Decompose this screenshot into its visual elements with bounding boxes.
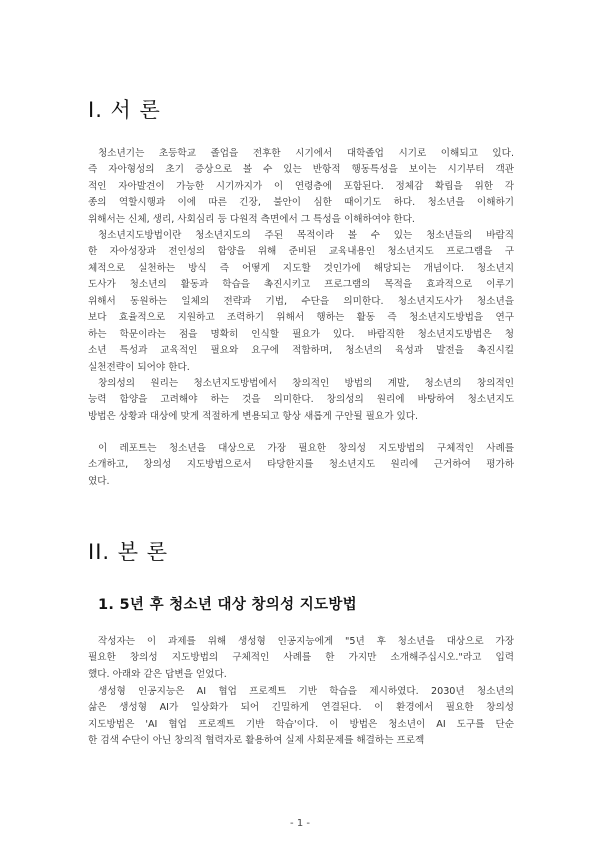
text-line: 였다. bbox=[88, 475, 110, 487]
text-line: 적인 자아발견이 가능한 시기까지가 이 연령층에 포함된다. 정체감 확립을 위한 각 bbox=[88, 180, 514, 192]
text-line: 능력 함양을 고려해야 하는 것을 의미한다. 창의성의 원리에 바탕하여 청소년지도 bbox=[88, 394, 514, 406]
body-paragraph-1 bbox=[88, 634, 514, 683]
text-line: 필요한 창의성 지도방법의 구체적인 사례를 한 가지만 소개해주십시오."라고 입력 bbox=[88, 652, 514, 664]
text-line: 한 검색 수단이 아닌 창의적 협력자로 활용하여 실제 사회문제를 해결하는 프로젝 bbox=[88, 735, 425, 747]
text-line: 즉 자아형성의 초기 증상으로 볼 수 있는 반항적 행동특성을 보이는 시기부터 객관 bbox=[88, 164, 514, 176]
text-line: 종의 역할시행과 이에 따른 긴장, 불안이 심한 때이기도 하다. 청소년을 이해하기 bbox=[88, 197, 514, 209]
intro-paragraph-3 bbox=[88, 376, 514, 425]
body-paragraph-2 bbox=[88, 684, 514, 750]
text-line: 지도방법은 'AI 협업 프로젝트 기반 학습'이다. 이 방법은 청소년이 AI 도구를 단순 bbox=[88, 718, 514, 730]
text-line: 작성자는 이 과제를 위해 생성형 인공지능에게 "5년 후 청소년을 대상으로 가장 bbox=[98, 636, 514, 647]
text-line: 하는 학문이라는 점을 명확히 인식할 필요가 있다. 바람직한 청소년지도방법은 청 bbox=[88, 328, 514, 340]
text-line: 창의성의 원리는 청소년지도방법에서 창의적인 방법의 계발, 청소년의 창의적인 bbox=[98, 378, 514, 389]
intro-paragraph-4 bbox=[88, 441, 514, 490]
text-line: 했다. 아래와 같은 답변을 얻었다. bbox=[88, 668, 227, 680]
subsection-title: 1. 5년 후 청소년 대상 창의성 지도방법 bbox=[98, 597, 357, 613]
text-line: 청소년기는 초등학교 졸업을 전후한 시기에서 대학졸업 시기로 이해되고 있다. bbox=[98, 148, 514, 159]
text-line: 위해서 동원하는 일체의 전략과 기법, 수단을 의미한다. 청소년지도사가 청소년을 bbox=[88, 295, 514, 307]
text-line: 보다 효율적으로 지원하고 조력하기 위해서 행하는 활동 즉 청소년지도방법을 연구 bbox=[88, 312, 514, 324]
page-number: - 1 - bbox=[290, 818, 310, 829]
text-line: 방법은 상황과 대상에 맞게 적절하게 변용되고 항상 새롭게 구안될 필요가 있다. bbox=[88, 410, 419, 422]
text-line: 생성형 인공지능은 AI 협업 프로젝트 기반 학습을 제시하였다. 2030년 청소년의 bbox=[98, 686, 514, 697]
text-line: 청소년지도방법이란 청소년지도의 주된 목적이라 볼 수 있는 청소년들의 바람직 bbox=[98, 230, 514, 241]
text-line: 삶은 생성형 AI가 일상화가 되어 긴밀하게 연결된다. 이 환경에서 필요한 창의성 bbox=[88, 702, 514, 714]
text-line: 소년 특성과 교육적인 필요와 요구에 적합하며, 청소년의 육성과 발전을 촉진시킬 bbox=[88, 345, 514, 357]
text-line: 이 레포트는 청소년을 대상으로 가장 필요한 창의성 지도방법의 구체적인 사례를 bbox=[98, 443, 514, 454]
text-line: 실천전략이 되어야 한다. bbox=[88, 361, 190, 373]
section-heading-body: II. 본 론 bbox=[88, 540, 168, 564]
text-line: 체적으로 실천하는 방식 즉 어떻게 지도할 것인가에 해당되는 개념이다. 청소년지 bbox=[88, 262, 514, 274]
section-heading-introduction: I. 서 론 bbox=[88, 98, 161, 122]
text-line: 위해서는 신체, 생리, 사회심리 등 다원적 측면에서 그 특성을 이해하여야 한다. bbox=[88, 213, 415, 225]
text-line: 한 자아성장과 전인성의 함양을 위해 준비된 교육내용인 청소년지도 프로그램을 구 bbox=[88, 246, 514, 258]
text-line: 소개하고, 창의성 지도방법으로서 타당한지를 청소년지도 원리에 근거하여 평가하 bbox=[88, 459, 514, 471]
intro-paragraph-2 bbox=[88, 228, 514, 376]
intro-paragraph-1 bbox=[88, 146, 514, 228]
text-line: 도사가 청소년의 활동과 학습을 촉진시키고 프로그램의 목적을 효과적으로 이루기 bbox=[88, 279, 514, 291]
